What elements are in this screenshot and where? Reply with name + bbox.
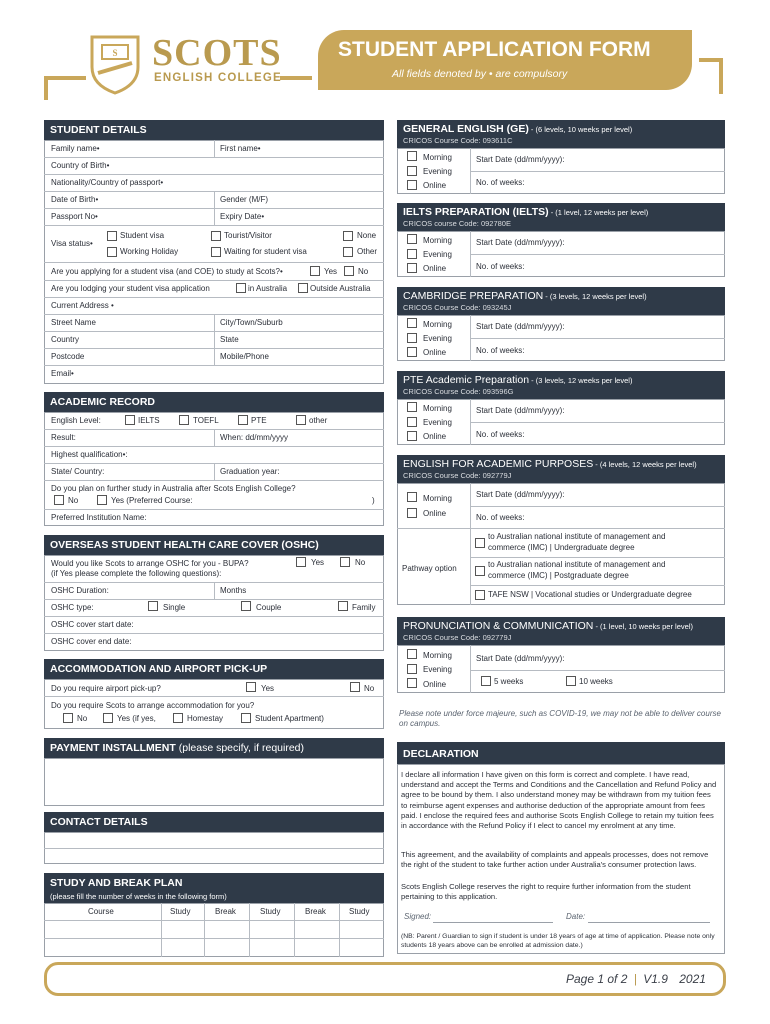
svg-text:S: S [112, 48, 118, 58]
ge-morning-label: Morning [423, 153, 452, 162]
apply-visa-question: Are you applying for a student visa (and COE) to study at Scots?• [51, 267, 283, 276]
when-field[interactable]: When: dd/mm/yyyy [220, 433, 289, 442]
contact-header: CONTACT DETAILS [44, 812, 384, 832]
ielts-evening-checkbox[interactable] [407, 249, 417, 259]
pte-evening-label: Evening [423, 418, 452, 427]
homestay-label: Homestay [187, 714, 224, 723]
visa-other-checkbox[interactable] [343, 247, 353, 257]
toefl-checkbox[interactable] [179, 415, 189, 425]
declaration-paragraph-1: I declare all information I have given on this form is correct and complete. I have read, understand and accept the Terms and Conditions and the Cancellation and Refund Policy and agree to be bound by them. I also understand money may be withdrawn from my tuition fees to reimburse agent expenses and authorise deduction of the appropriate amount from fees paid. I enclose the required fees and authorise Scots English College to retain my tuition fees in accordance with the Refund Policy if I elect to cancel my enrolment at any time. [401, 770, 717, 831]
pathway-postgrad-line2: commerce (IMC) | Postgraduate degree [488, 571, 629, 580]
apply-visa-no-label: No [358, 267, 369, 276]
ge-evening-checkbox[interactable] [407, 166, 417, 176]
payment-title: PAYMENT INSTALLMENT [50, 742, 176, 754]
pte-cricos: CRICOS Course Code: 093596G [397, 387, 725, 399]
ge-evening-label: Evening [423, 167, 452, 176]
oshc-single-checkbox[interactable] [148, 601, 158, 611]
ge-morning-checkbox[interactable] [407, 151, 417, 161]
oshc-months-label: Months [220, 586, 247, 595]
footer-version: V1.9 [643, 972, 668, 986]
mobile-field[interactable]: Mobile/Phone [220, 352, 269, 361]
declaration-paragraph-2: This agreement, and the availability of complaints and appeals processes, does not remove the right of the student to take further action under Australia's consumer protection laws. [401, 850, 709, 870]
ielts-start-date-field[interactable]: Start Date (dd/mm/yyyy): [476, 238, 565, 247]
ielts-header [397, 203, 725, 219]
ielts-label: IELTS [138, 416, 160, 425]
cam-title: CAMBRIDGE PREPARATION [403, 290, 544, 302]
oshc-question: Would you like Scots to arrange OSHC for you - BUPA? [51, 559, 249, 568]
lodge-visa-question: Are you lodging your student visa application [51, 284, 210, 293]
pte-weeks-field[interactable]: No. of weeks: [476, 430, 525, 439]
pron-morning-label: Morning [423, 651, 452, 660]
lodge-outside-australia-label: Outside Australia [310, 284, 371, 293]
footer-year: 2021 [679, 972, 706, 986]
oshc-yes-label: Yes [311, 558, 325, 567]
cam-cricos: CRICOS Course Code: 093245J [397, 303, 725, 315]
pron-morning-checkbox[interactable] [407, 649, 417, 659]
oshc-no-checkbox[interactable] [340, 557, 350, 567]
graduation-year-field[interactable]: Graduation year: [220, 467, 280, 476]
pickup-no-label: No [364, 684, 375, 693]
oshc-family-checkbox[interactable] [338, 601, 348, 611]
email-field[interactable]: Email• [51, 369, 74, 378]
date-field[interactable]: Date: [566, 912, 586, 921]
oshc-yes-checkbox[interactable] [296, 557, 306, 567]
study-plan-subtitle: (please fill the number of weeks in the following form) [50, 892, 227, 901]
eap-morning-label: Morning [423, 494, 452, 503]
ielts-evening-label: Evening [423, 250, 452, 259]
study-col-study-3: Study [349, 907, 370, 916]
pte-online-checkbox[interactable] [407, 431, 417, 441]
visa-status-label: Visa status• [51, 239, 93, 248]
pron-evening-checkbox[interactable] [407, 664, 417, 674]
date-of-birth-field[interactable]: Date of Birth• [51, 195, 99, 204]
city-field[interactable]: City/Town/Suburb [220, 318, 283, 327]
pte-evening-checkbox[interactable] [407, 417, 417, 427]
oshc-no-label: No [355, 558, 366, 567]
accommodation-question: Do you require Scots to arrange accommodation for you? [51, 701, 255, 710]
pathway-undergrad-line2: commerce (IMC) | Undergraduate degree [488, 543, 635, 552]
pathway-postgrad-checkbox[interactable] [475, 566, 485, 576]
college-crest [88, 33, 142, 95]
cam-evening-label: Evening [423, 334, 452, 343]
expiry-date-field[interactable]: Expiry Date• [220, 212, 265, 221]
homestay-checkbox[interactable] [173, 713, 183, 723]
country-of-birth-field[interactable]: Country of Birth• [51, 161, 110, 170]
accommodation-header: ACCOMMODATION AND AIRPORT PICK-UP [44, 659, 384, 679]
family-name-field[interactable]: Family name• [51, 144, 100, 153]
ielts-morning-label: Morning [423, 236, 452, 245]
street-name-field[interactable]: Street Name [51, 318, 96, 327]
visa-waiting-label: Waiting for student visa [224, 247, 307, 256]
contact-section [44, 812, 384, 864]
visa-waiting-checkbox[interactable] [211, 247, 221, 257]
visa-tourist-label: Tourist/Visitor [224, 231, 272, 240]
ielts-title: IELTS PREPARATION (IELTS) [403, 206, 549, 218]
ielts-weeks-field[interactable]: No. of weeks: [476, 262, 525, 271]
pron-online-label: Online [423, 680, 447, 689]
ge-title: GENERAL ENGLISH (GE) [403, 123, 529, 135]
footer-page: Page 1 of 2 [566, 972, 628, 986]
pron-10weeks-label: 10 weeks [579, 677, 613, 686]
pathway-postgrad-line1: to Australian national institute of management and [488, 560, 666, 569]
accom-no-label: No [77, 714, 88, 723]
pte-start-date-field[interactable]: Start Date (dd/mm/yyyy): [476, 406, 565, 415]
oshc-couple-checkbox[interactable] [241, 601, 251, 611]
apply-visa-yes-checkbox[interactable] [310, 266, 320, 276]
study-col-break-1: Break [215, 907, 236, 916]
brand-name: SCOTS [152, 32, 282, 74]
further-study-yes-checkbox[interactable] [97, 495, 107, 505]
footer-sep: | [633, 972, 637, 986]
eap-start-date-field[interactable]: Start Date (dd/mm/yyyy): [476, 490, 565, 499]
pte-label: PTE [251, 416, 267, 425]
study-col-study-1: Study [170, 907, 191, 916]
other-test-checkbox[interactable] [296, 415, 306, 425]
oshc-start-field[interactable]: OSHC cover start date: [51, 620, 134, 629]
cam-sub: - (3 levels, 12 weeks per level) [543, 292, 647, 301]
nationality-field[interactable]: Nationality/Country of passport• [51, 178, 164, 187]
oshc-question-note: (if Yes please complete the following questions): [51, 569, 222, 578]
visa-student-checkbox[interactable] [107, 231, 117, 241]
other-test-label: other [309, 416, 328, 425]
preferred-institution-field[interactable]: Preferred Institution Name: [51, 513, 147, 522]
pickup-no-checkbox[interactable] [350, 682, 360, 692]
eap-sub: - (4 levels, 12 weeks per level) [593, 460, 697, 469]
pickup-yes-label: Yes [261, 684, 275, 693]
brand-subtitle: ENGLISH COLLEGE [154, 72, 282, 84]
ge-online-checkbox[interactable] [407, 180, 417, 190]
eap-cricos: CRICOS Course Code: 092779J [397, 471, 725, 483]
cam-online-checkbox[interactable] [407, 347, 417, 357]
further-study-question: Do you plan on further study in Australia after Scots English College? [51, 484, 296, 493]
oshc-duration-field[interactable]: OSHC Duration: [51, 586, 109, 595]
study-col-study-2: Study [260, 907, 281, 916]
cam-online-label: Online [423, 348, 447, 357]
eap-online-checkbox[interactable] [407, 508, 417, 518]
visa-tourist-checkbox[interactable] [211, 231, 221, 241]
payment-note: (please specify, if required) [175, 742, 305, 754]
payment-section [44, 738, 384, 806]
ge-header [397, 120, 725, 136]
cam-morning-label: Morning [423, 320, 452, 329]
visa-student-label: Student visa [120, 231, 165, 240]
ielts-morning-checkbox[interactable] [407, 234, 417, 244]
ielts-cricos: CRICOS course Code: 092780E [397, 219, 725, 231]
ielts-checkbox[interactable] [125, 415, 135, 425]
lodge-outside-australia-checkbox[interactable] [298, 283, 308, 293]
pte-header [397, 371, 725, 387]
pte-title: PTE Academic Preparation [403, 374, 530, 386]
further-study-close-paren: ) [372, 496, 375, 505]
highest-qualification-field[interactable]: Highest qualification•: [51, 450, 128, 459]
pron-header [397, 617, 725, 633]
result-field[interactable]: Result: [51, 433, 76, 442]
cam-weeks-field[interactable]: No. of weeks: [476, 346, 525, 355]
force-majeure-note: Please note under force majeure, such as COVID-19, we may not be able to deliver course on campus. [399, 709, 721, 728]
declaration-paragraph-3: Scots English College reserves the right to require further information from the student pertaining to this application. [401, 882, 691, 902]
ge-online-label: Online [423, 181, 447, 190]
pron-online-checkbox[interactable] [407, 678, 417, 688]
pathway-option-label: Pathway option [402, 564, 457, 573]
ge-weeks-field[interactable]: No. of weeks: [476, 178, 525, 187]
pte-sub: - (3 levels, 12 weeks per level) [529, 376, 633, 385]
ge-sub: - (6 levels, 10 weeks per level) [528, 125, 633, 134]
pron-5weeks-label: 5 weeks [494, 677, 524, 686]
eap-section [397, 455, 725, 605]
pathway-undergrad-checkbox[interactable] [475, 538, 485, 548]
current-address-label: Current Address • [51, 301, 114, 310]
payment-header [44, 738, 384, 758]
cam-evening-checkbox[interactable] [407, 333, 417, 343]
ielts-online-label: Online [423, 264, 447, 273]
passport-field[interactable]: Passport No• [51, 212, 98, 221]
oshc-end-field[interactable]: OSHC cover end date: [51, 637, 132, 646]
eap-weeks-field[interactable]: No. of weeks: [476, 513, 525, 522]
lodge-in-australia-label: in Australia [248, 284, 288, 293]
study-col-course: Course [88, 907, 114, 916]
eap-title: ENGLISH FOR ACADEMIC PURPOSES [403, 458, 594, 470]
pickup-yes-checkbox[interactable] [246, 682, 256, 692]
nb-note: (NB: Parent / Guardian to sign if student is under 18 years of age at time of application. Please note only students 18 years above can be enrolled at admission date.) [401, 933, 715, 949]
apply-visa-no-checkbox[interactable] [344, 266, 354, 276]
ge-start-date-field[interactable]: Start Date (dd/mm/yyyy): [476, 155, 565, 164]
student-details-header: STUDENT DETAILS [44, 120, 384, 140]
footer-page-info [566, 972, 706, 986]
form-title: STUDENT APPLICATION FORM [338, 38, 651, 61]
oshc-type-label: OSHC type: [51, 603, 94, 612]
ge-cricos: CRICOS Course Code: 093611C [397, 136, 725, 148]
state-country-field[interactable]: State/ Country: [51, 467, 105, 476]
pron-cricos: CRICOS Course Code: 092779J [397, 633, 725, 645]
eap-online-label: Online [423, 509, 447, 518]
pathway-undergrad-line1: to Australian national institute of management and [488, 532, 666, 541]
airport-pickup-question: Do you require airport pick-up? [51, 684, 161, 693]
toefl-label: TOEFL [193, 416, 219, 425]
pron-start-date-field[interactable]: Start Date (dd/mm/yyyy): [476, 654, 565, 663]
pathway-tafe-label: TAFE NSW | Vocational studies or Undergraduate degree [488, 590, 692, 599]
pte-checkbox[interactable] [238, 415, 248, 425]
pte-online-label: Online [423, 432, 447, 441]
pron-10weeks-checkbox[interactable] [566, 676, 576, 686]
visa-working-holiday-label: Working Holiday [120, 247, 179, 256]
pron-evening-label: Evening [423, 665, 452, 674]
oshc-single-label: Single [163, 603, 186, 612]
visa-none-checkbox[interactable] [343, 231, 353, 241]
gender-field[interactable]: Gender (M/F) [220, 195, 269, 204]
cam-header [397, 287, 725, 303]
student-apartment-checkbox[interactable] [241, 713, 251, 723]
further-study-yes-label: Yes (Preferred Course: [111, 496, 193, 505]
english-level-label: English Level: [51, 416, 101, 425]
academic-record-section [44, 392, 384, 526]
accom-yes-label: Yes (if yes, [117, 714, 156, 723]
payment-input-area[interactable] [44, 758, 384, 806]
ielts-sub: - (1 level, 12 weeks per level) [548, 208, 649, 217]
study-col-break-2: Break [305, 907, 326, 916]
declaration-header: DECLARATION [397, 742, 725, 764]
student-apartment-label: Student Apartment) [255, 714, 324, 723]
oshc-header: OVERSEAS STUDENT HEALTH CARE COVER (OSHC) [44, 535, 384, 555]
cam-morning-checkbox[interactable] [407, 318, 417, 328]
pte-morning-label: Morning [423, 404, 452, 413]
pron-5weeks-checkbox[interactable] [481, 676, 491, 686]
pron-sub: - (1 level, 10 weeks per level) [593, 622, 693, 631]
pte-morning-checkbox[interactable] [407, 402, 417, 412]
visa-other-label: Other [357, 247, 378, 256]
first-name-field[interactable]: First name• [220, 144, 261, 153]
academic-record-header: ACADEMIC RECORD [44, 392, 384, 412]
pathway-tafe-checkbox[interactable] [475, 590, 485, 600]
eap-header [397, 455, 725, 471]
visa-working-holiday-checkbox[interactable] [107, 247, 117, 257]
study-plan-title: STUDY AND BREAK PLAN [50, 877, 183, 889]
state-field[interactable]: State [220, 335, 239, 344]
ielts-online-checkbox[interactable] [407, 263, 417, 273]
study-plan-header [44, 873, 384, 903]
pron-title: PRONUNCIATION & COMMUNICATION [403, 620, 594, 632]
oshc-family-label: Family [352, 603, 376, 612]
cam-start-date-field[interactable]: Start Date (dd/mm/yyyy): [476, 322, 565, 331]
lodge-in-australia-checkbox[interactable] [236, 283, 246, 293]
accom-no-checkbox[interactable] [63, 713, 73, 723]
visa-none-label: None [357, 231, 377, 240]
accom-yes-checkbox[interactable] [103, 713, 113, 723]
form-subtitle: All fields denoted by • are compulsory [392, 68, 568, 80]
postcode-field[interactable]: Postcode [51, 352, 85, 361]
further-study-no-label: No [68, 496, 79, 505]
country-field[interactable]: Country [51, 335, 80, 344]
signed-field[interactable]: Signed: [404, 912, 432, 921]
eap-morning-checkbox[interactable] [407, 492, 417, 502]
further-study-no-checkbox[interactable] [54, 495, 64, 505]
apply-visa-yes-label: Yes [324, 267, 338, 276]
oshc-couple-label: Couple [256, 603, 282, 612]
